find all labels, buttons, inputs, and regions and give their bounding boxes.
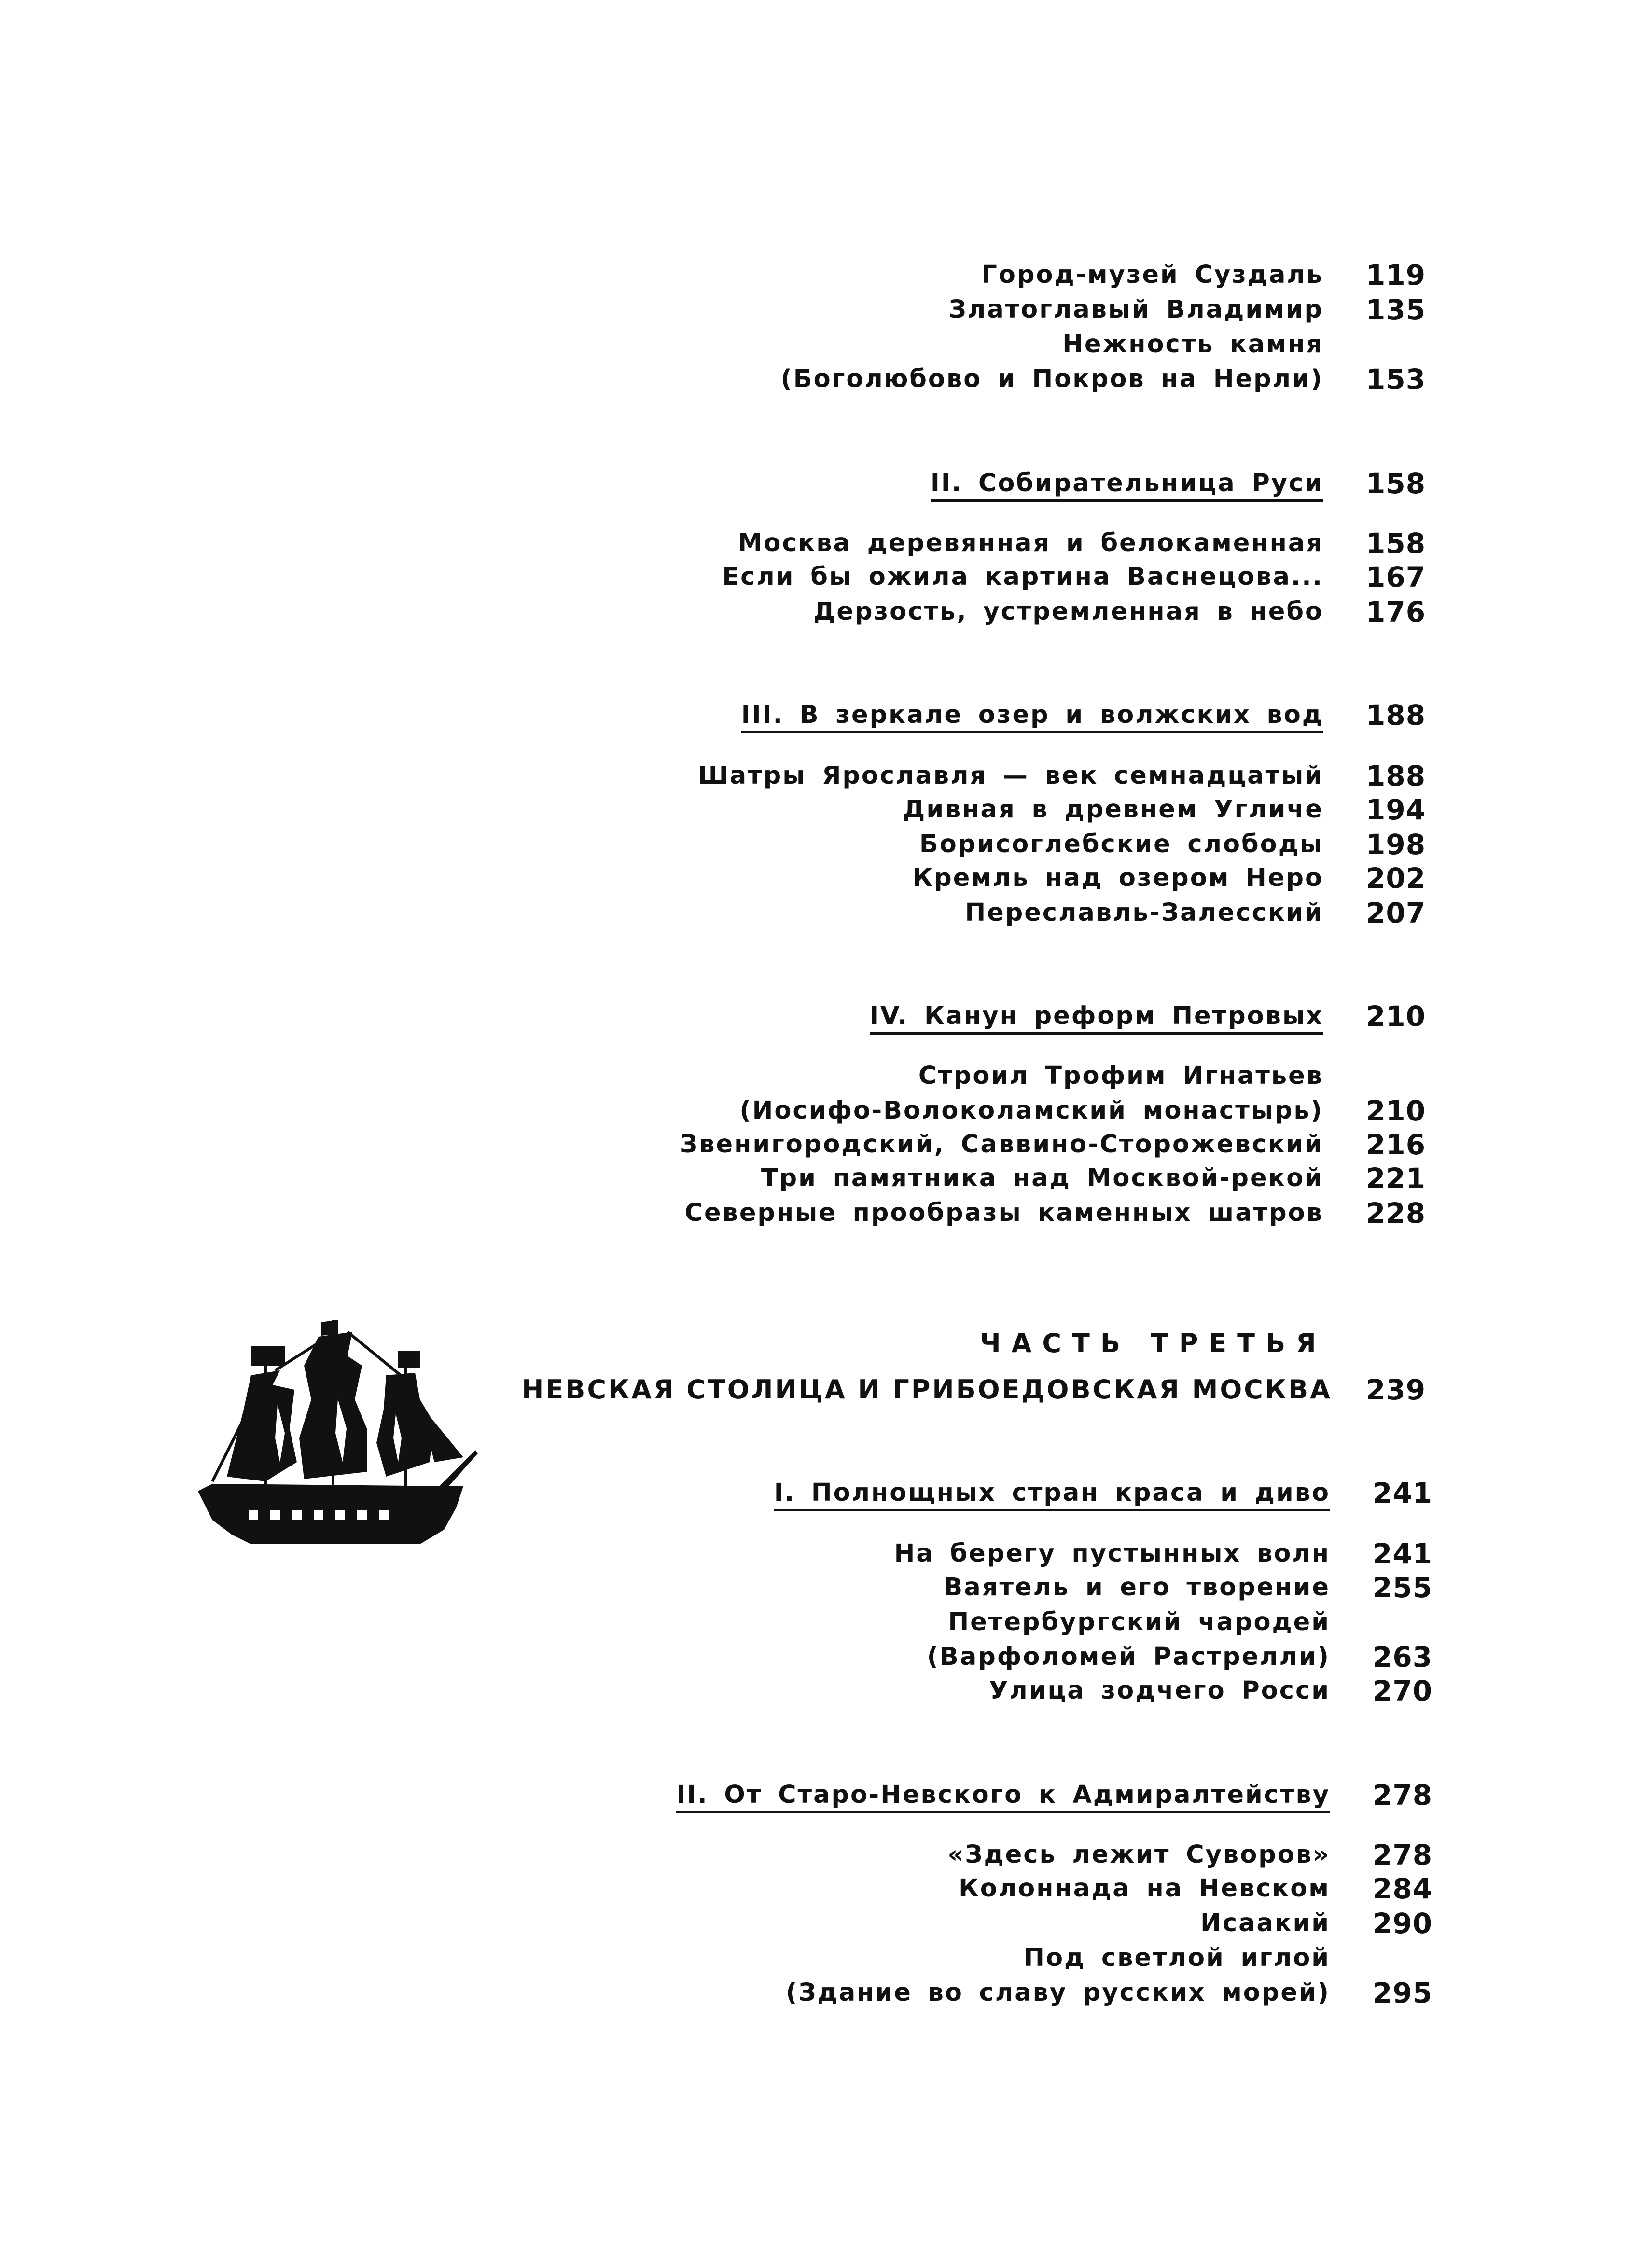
- toc-entry-page: 210: [1366, 1094, 1426, 1127]
- toc-entry-page: 228: [1366, 1197, 1426, 1230]
- toc-entry-page: 119: [1366, 259, 1426, 291]
- toc-entry-title: Звенигородский, Саввино-Сторожевский: [680, 1130, 1323, 1159]
- toc-entry-title: Шатры Ярославля — век семнадцатый: [697, 761, 1323, 790]
- toc-entry-title: Город-музей Суздаль: [981, 261, 1323, 289]
- toc-entry-page: 216: [1366, 1128, 1426, 1161]
- part-label: ЧАСТЬ ТРЕТЬЯ: [980, 1328, 1327, 1358]
- toc-entry-page: 188: [1366, 699, 1426, 732]
- toc-entry: [0, 1199, 1641, 1237]
- toc-entry-page: 158: [1366, 527, 1426, 560]
- toc-entry-title: Переславль-Залесский: [965, 899, 1323, 927]
- sailing-ship-icon: [193, 1317, 478, 1568]
- toc-entry-title: (Боголюбово и Покров на Нерли): [780, 365, 1323, 393]
- toc-entry-title: Нежность камня: [1062, 330, 1323, 359]
- toc-entry-title: Исаакий: [1200, 1909, 1330, 1937]
- part-title: НЕВСКАЯ СТОЛИЦА И ГРИБОЕДОВСКАЯ МОСКВА: [522, 1374, 1332, 1405]
- toc-section: [0, 469, 1641, 508]
- toc-entry-page: 263: [1373, 1641, 1433, 1673]
- toc-section: [0, 1781, 1641, 1819]
- toc-entry-page: 295: [1373, 1977, 1433, 2009]
- toc-section: [0, 1002, 1641, 1040]
- toc-entry: [0, 1978, 1641, 2017]
- toc-entry-title: Петербургский чародей: [948, 1608, 1330, 1636]
- toc-entry-title: Москва деревянная и белокаменная: [737, 529, 1323, 557]
- toc-entry-page: 284: [1373, 1872, 1433, 1905]
- toc-entry-title: На берегу пустынных волн: [894, 1539, 1330, 1568]
- toc-entry-title: Улица зодчего Росси: [989, 1676, 1330, 1705]
- toc-entry-page: 270: [1373, 1674, 1433, 1707]
- toc-entry-title: III. В зеркале озер и волжских вод: [741, 701, 1323, 733]
- toc-entry-title: IV. Канун реформ Петровых: [870, 1002, 1323, 1035]
- toc-entry-title: II. От Старо-Невского к Адмиралтейству: [676, 1781, 1330, 1813]
- toc-entry: [0, 597, 1641, 636]
- toc-entry-page: 241: [1373, 1477, 1433, 1509]
- toc-entry-title: Ваятель и его творение: [944, 1573, 1330, 1602]
- toc-entry-page: 221: [1366, 1162, 1426, 1195]
- toc-entry-title: Три памятника над Москвой-рекой: [761, 1164, 1323, 1192]
- toc-entry: [0, 295, 1641, 334]
- toc-entry: [0, 899, 1641, 937]
- toc-entry: [0, 365, 1641, 403]
- toc-entry-page: 278: [1373, 1839, 1433, 1871]
- toc-entry-page: 194: [1366, 793, 1426, 826]
- toc-entry-title: I. Полнощных стран краса и диво: [774, 1479, 1330, 1511]
- toc-entry-page: 167: [1366, 561, 1426, 594]
- toc-entry-page: 153: [1366, 363, 1426, 396]
- toc-entry-title: Северные прообразы каменных шатров: [684, 1199, 1323, 1227]
- toc-entry: [0, 1573, 1641, 1612]
- toc-entry-title: Златоглавый Владимир: [948, 295, 1323, 324]
- toc-entry-title: (Варфоломей Растрелли): [927, 1643, 1330, 1671]
- toc-entry-page: 255: [1373, 1571, 1433, 1604]
- toc-entry-title: Дивная в древнем Угличе: [903, 795, 1323, 824]
- toc-entry-title: Если бы ожила картина Васнецова...: [722, 563, 1323, 591]
- toc-entry-page: 188: [1366, 760, 1426, 792]
- toc-entry-title: Строил Трофим Игнатьев: [918, 1062, 1323, 1090]
- toc-entry-title: Колоннада на Невском: [959, 1874, 1330, 1903]
- toc-entry-page: 207: [1366, 897, 1426, 929]
- toc-entry-page: 202: [1366, 862, 1426, 895]
- toc-entry-title: Борисоглебские слободы: [919, 830, 1323, 858]
- toc-entry: [0, 1909, 1641, 1948]
- toc-entry-page: 210: [1366, 1000, 1426, 1033]
- toc-entry-page: 241: [1373, 1537, 1433, 1570]
- toc-entry-title: «Здесь лежит Суворов»: [947, 1840, 1330, 1869]
- toc-entry-page: 278: [1373, 1779, 1433, 1812]
- toc-entry-page: 158: [1366, 467, 1426, 500]
- toc-entry-title: (Иосифо-Волоколамский монастырь): [739, 1096, 1323, 1125]
- toc-entry-title: (Здание во славу русских морей): [786, 1978, 1330, 2007]
- toc-entry-page: 198: [1366, 828, 1426, 861]
- toc-entry-title: Под светлой иглой: [1024, 1944, 1330, 1972]
- toc-entry-page: 176: [1366, 595, 1426, 628]
- toc-entry-page: 135: [1366, 293, 1426, 326]
- toc-entry-page: 290: [1373, 1907, 1433, 1940]
- toc-section: [0, 701, 1641, 739]
- toc-entry-title: II. Собирательница Руси: [931, 469, 1323, 502]
- part-page: 239: [1366, 1373, 1426, 1406]
- toc-entry-title: Кремль над озером Неро: [912, 864, 1323, 892]
- toc-entry-title: Дерзость, устремленная в небо: [813, 597, 1323, 626]
- toc-entry: [0, 1676, 1641, 1715]
